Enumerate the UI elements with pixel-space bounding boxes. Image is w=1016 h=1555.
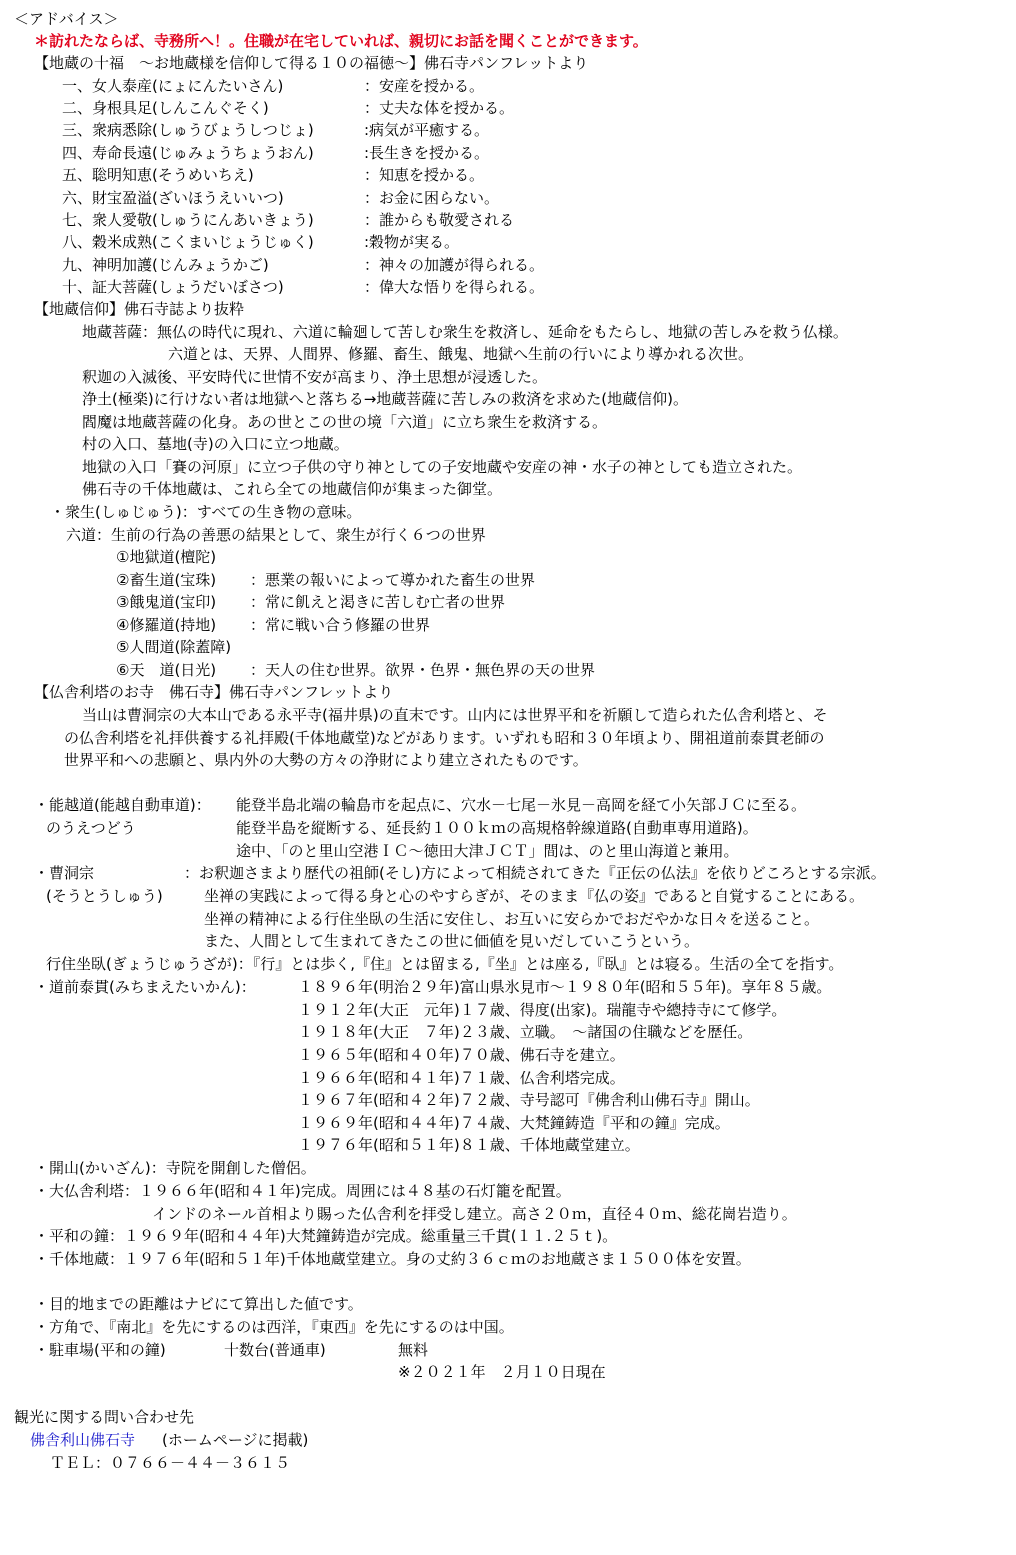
jukku-name: 八、穀米成熟(こくまいじょうじゅく) xyxy=(62,233,314,251)
shinko-line: 浄土(極楽)に行けない者は地獄へと落ちる→地蔵菩薩に苦しみの救済を求めた(地蔵信仰)。 xyxy=(82,390,688,408)
jukku-name: 七、衆人愛敬(しゅうにんあいきょう) xyxy=(62,211,314,229)
telephone-number: ＴＥＬ：０７６６－４４－３６１５ xyxy=(50,1454,291,1472)
temple-homepage-note: (ホームページに掲載) xyxy=(162,1431,309,1449)
notice-text: ＊訪れたならば、寺務所へ！。住職が在宅していれば、親切にお話を聞くことができます。 xyxy=(34,32,648,50)
jukku-name: 一、女人泰産(にょにんたいさん) xyxy=(62,77,284,95)
rokudo-desc: ：天人の住む世界。欲界・色界・無色界の天の世界 xyxy=(250,661,596,679)
domae-line: １９６６年(昭和４１年)７１歳、仏舎利塔完成。 xyxy=(298,1069,625,1087)
rokudo-name: ③餓鬼道(宝印) xyxy=(116,593,217,611)
shinko-line: 佛石寺の千体地蔵は、これら全ての地蔵信仰が集まった御堂。 xyxy=(82,480,503,498)
shinko-line: 村の入口、墓地(寺)の入口に立つ地蔵。 xyxy=(82,435,349,453)
jukku-desc: :長生きを授かる。 xyxy=(364,144,490,162)
jukku-desc: :穀物が実る。 xyxy=(364,233,460,251)
jukku-desc: :病気が平癒する。 xyxy=(364,121,490,139)
rokudo-desc: ：常に飢えと渇きに苦しむ亡者の世界 xyxy=(250,593,506,611)
domae-line: １９６９年(昭和４４年)７４歳、大梵鐘鋳造『平和の鐘』完成。 xyxy=(298,1114,730,1132)
heiwa-line: ・平和の鐘：１９６９年(昭和４４年)大梵鐘鋳造が完成。総重量三千貫(１１.２５ｔ)。 xyxy=(34,1227,618,1245)
jukku-name: 五、聡明知恵(そうめいちえ) xyxy=(62,166,254,184)
shinko-line: 閻魔は地蔵菩薩の化身。あの世とこの世の境「六道」に立ち衆生を救済する。 xyxy=(82,413,608,431)
soto-line: 坐禅の実践によって得る身と心のやすらぎが、そのまま『仏の姿』であると自覚することにある。 xyxy=(204,887,865,905)
contact-title: 観光に関する問い合わせ先 xyxy=(14,1408,195,1426)
parking-fee: 無料 xyxy=(398,1341,429,1359)
noetsu-term: ・能越道(能越自動車道)： xyxy=(34,796,211,814)
rokudo-desc: ：悪業の報いによって導かれた畜生の世界 xyxy=(250,571,536,589)
jukku-name: 九、神明加護(じんみょうかご) xyxy=(62,256,269,274)
jukku-desc: ：神々の加護が得られる。 xyxy=(364,256,545,274)
domae-line: １９６７年(昭和４２年)７２歳、寺号認可『佛舎利山佛石寺』開山。 xyxy=(298,1091,760,1109)
jukku-desc: ：安産を授かる。 xyxy=(364,77,485,95)
jukku-desc: ：丈夫な体を授かる。 xyxy=(364,99,515,117)
rokudo-desc: ：常に戦い合う修羅の世界 xyxy=(250,616,431,634)
temple-link[interactable]: 佛舎利山佛石寺 xyxy=(30,1431,136,1449)
daibutsu-line: インドのネール首相より賜った仏舎利を拝受し建立。高さ２０ｍ，直径４０ｍ、総花崗岩造り。 xyxy=(152,1205,797,1223)
jukku-name: 十、証大菩薩(しょうだいぼさつ) xyxy=(62,278,284,296)
shinko-line: 六道とは、天界、人間界、修羅、畜生、餓鬼、地獄へ生前の行いにより導かれる次世。 xyxy=(168,345,754,363)
domae-line: １９６５年(昭和４０年)７０歳、佛石寺を建立。 xyxy=(298,1046,625,1064)
domae-line: １９１２年(大正 元年)１７歳、得度(出家)。瑞龍寺や總持寺にて修学。 xyxy=(298,1001,787,1019)
shinko-line: 釈迦の入滅後、平安時代に世情不安が高まり、浄土思想が浸透した。 xyxy=(82,368,548,386)
soto-line: また、人間として生まれてきたこの世に価値を見いだしていこうという。 xyxy=(204,932,700,950)
daibutsu-line: ・大仏舎利塔：１９６６年(昭和４１年)完成。周囲には４８基の石灯籠を配置。 xyxy=(34,1182,571,1200)
gyoju-line: 行住坐臥(ぎょうじゅうざが)：『行』とは歩く,『住』とは留まる,『坐』とは座る,『臥』とは寝る。生活の全てを指す。 xyxy=(46,955,844,973)
jukku-desc: ：誰からも敬愛される xyxy=(364,211,515,229)
domae-term: ・道前泰貫(みちまえたいかん)： xyxy=(34,978,256,996)
soto-term: ・曹洞宗 xyxy=(34,864,95,882)
kaizan-line: ・開山(かいざん)：寺院を開創した僧侶。 xyxy=(34,1159,316,1177)
rokudo-name: ①地獄道(檀陀) xyxy=(116,548,217,566)
rokudo-name: ⑤人間道(除蓋障) xyxy=(116,638,232,656)
shinko-line: ・衆生(しゅじゅう)：すべての生き物の意味。 xyxy=(50,503,362,521)
busshari-line: 当山は曹洞宗の大本山である永平寺(福井県)の直末です。山内には世界平和を祈願して造られた仏舎利塔と、そ xyxy=(82,706,828,724)
domae-line: １８９６年(明治２９年)富山県氷見市～１９８０年(昭和５５年)。享年８５歳。 xyxy=(298,978,832,996)
parking-label: ・駐車場(平和の鐘) xyxy=(34,1341,166,1359)
jukku-desc: ：知恵を授かる。 xyxy=(364,166,485,184)
noetsu-line: 能登半島北端の輪島市を起点に、穴水－七尾－氷見－高岡を経て小矢部ＪＣに至る。 xyxy=(236,796,807,814)
advice-heading: ＜アドバイス＞ xyxy=(14,10,119,28)
domae-line: １９１８年(大正 ７年)２３歳、立職。 ～諸国の住職などを歴任。 xyxy=(298,1023,753,1041)
shinko-line: 地蔵菩薩：無仏の時代に現れ、六道に輪廻して苦しむ衆生を救済し、延命をもたらし、地獄の苦しみを救う仏様。 xyxy=(82,323,848,341)
parking-count: 十数台(普通車) xyxy=(224,1341,326,1359)
noetsu-line: 途中、「のと里山空港ＩＣ～徳田大津ＪＣＴ」間は、のと里山海道と兼用。 xyxy=(236,842,739,860)
jukku-name: 六、財宝盈溢(ざいほうえいいつ) xyxy=(62,189,284,207)
busshari-title: 【仏舎利塔のお寺 佛石寺】佛石寺パンフレットより xyxy=(34,683,394,701)
sentai-line: ・千体地蔵：１９７６年(昭和５１年)千体地蔵堂建立。身の丈約３６ｃｍのお地蔵さま１５００体を安置。 xyxy=(34,1250,751,1268)
busshari-line: 世界平和への悲願と、県内外の大勢の方々の浄財により建立されたものです。 xyxy=(64,751,588,769)
shinko-line: 地獄の入口「賽の河原」に立つ子供の守り神としての子安地蔵や安産の神・水子の神としても造立された。 xyxy=(82,458,803,476)
jukku-name: 二、身根具足(しんこんぐそく) xyxy=(62,99,269,117)
busshari-line: の仏舎利塔を礼拝供養する礼拝殿(千体地蔵堂)などがあります。いずれも昭和３０年頃より、開祖道前泰貫老師の xyxy=(64,729,825,747)
noetsu-line: 能登半島を縦断する、延長約１００ｋｍの高規格幹線道路(自動車専用道路)。 xyxy=(236,819,758,837)
jukku-name: 三、衆病悉除(しゅうびょうしつじょ) xyxy=(62,121,314,139)
shinko-title: 【地蔵信仰】佛石寺誌より抜粋 xyxy=(34,300,245,318)
shinko-line: 六道：生前の行為の善悪の結果として、衆生が行く６つの世界 xyxy=(66,526,486,544)
jukku-desc: ：お金に困らない。 xyxy=(364,189,500,207)
rokudo-name: ②畜生道(宝珠) xyxy=(116,571,217,589)
noetsu-kana: のうえつどう xyxy=(46,819,136,837)
domae-line: １９７６年(昭和５１年)８１歳、千体地蔵堂建立。 xyxy=(298,1136,640,1154)
hougaku-line: ・方角で、『南北』を先にするのは西洋，『東西』を先にするのは中国。 xyxy=(34,1318,514,1336)
as-of-date: ※２０２１年 ２月１０日現在 xyxy=(398,1363,606,1381)
jukku-desc: ：偉大な悟りを得られる。 xyxy=(364,278,545,296)
navi-line: ・目的地までの距離はナビにて算出した値です。 xyxy=(34,1295,363,1313)
soto-line: 坐禅の精神による行住坐臥の生活に安住し、お互いに安らかでおだやかな日々を送ること。 xyxy=(204,910,820,928)
soto-kana: (そうとうしゅう) xyxy=(46,887,163,905)
rokudo-name: ⑥天 道(日光) xyxy=(116,661,217,679)
jukku-name: 四、寿命長遠(じゅみょうちょうおん) xyxy=(62,144,314,162)
jukku-title: 【地蔵の十福 ～お地蔵様を信仰して得る１０の福徳～】佛石寺パンフレットより xyxy=(34,54,589,72)
soto-line: ：お釈迦さまより歴代の祖師(そし)方によって相続されてきた『正伝の仏法』を依りどころとする宗派。 xyxy=(184,864,886,882)
rokudo-name: ④修羅道(持地) xyxy=(116,616,217,634)
